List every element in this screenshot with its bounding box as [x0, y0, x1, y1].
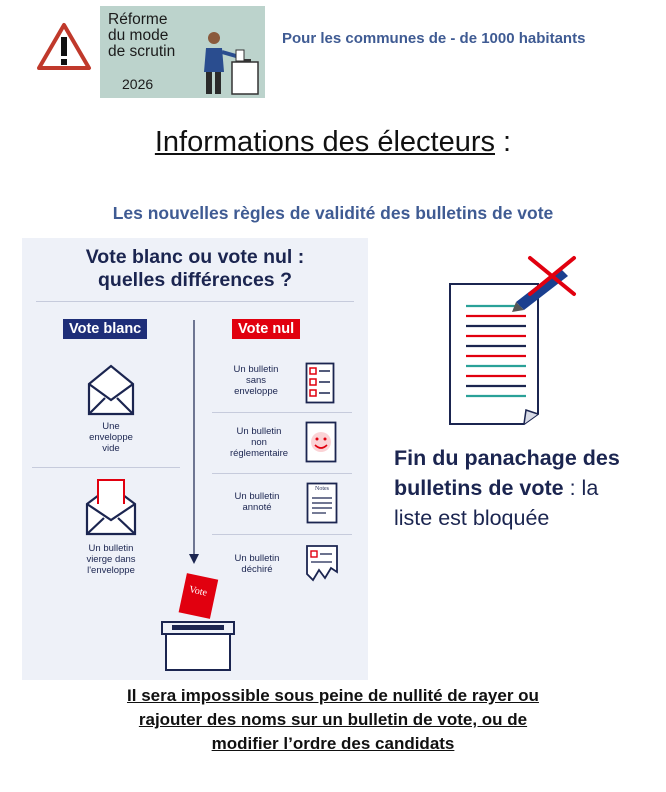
null-item-annotated — [220, 491, 294, 513]
item-text: sans — [245, 375, 267, 386]
item-text: annoté — [242, 502, 272, 513]
null-item-non-regulation — [220, 426, 298, 459]
null-item-no-envelope — [220, 364, 292, 397]
item-text: enveloppe — [234, 386, 278, 397]
divider — [36, 301, 354, 302]
blank-item-empty-envelope — [70, 421, 152, 454]
notes-label: Notes — [315, 486, 329, 492]
warning-line: Il sera impossible sous peine de nullité de rayer ou — [127, 686, 539, 705]
item-text: vide — [102, 443, 120, 454]
divider — [212, 412, 352, 413]
item-text: vierge dans — [86, 554, 136, 565]
smiley-ballot-icon — [305, 421, 337, 463]
page-title-text: Informations des électeurs — [154, 126, 495, 158]
nullity-warning — [0, 684, 666, 756]
infographic-title-line: quelles différences ? — [98, 269, 292, 291]
item-text: Un bulletin — [88, 543, 134, 554]
voter-illustration — [192, 26, 262, 98]
item-text: Un bulletin — [236, 426, 282, 437]
warning-line: rajouter des noms sur un bulletin de vote, ou de — [138, 710, 528, 729]
banner-line: de scrutin — [108, 43, 176, 60]
divider — [212, 534, 352, 535]
banner-line: du mode — [108, 27, 169, 44]
divider — [212, 473, 352, 474]
panachage-statement — [394, 443, 634, 533]
torn-ballot-icon — [305, 544, 339, 584]
subtitle: Pour les communes de - de 1000 habitants — [282, 30, 586, 47]
banner-year: 2026 — [122, 76, 154, 92]
banner-line: Réforme — [108, 11, 168, 28]
warning-icon — [36, 22, 92, 72]
arrow-down-icon — [188, 320, 200, 566]
blank-ballot-envelope-icon — [82, 478, 140, 538]
item-text: Un bulletin — [234, 491, 280, 502]
reform-banner — [100, 6, 265, 98]
item-text: l'enveloppe — [87, 565, 135, 576]
item-text: réglementaire — [229, 448, 289, 459]
panachage-normal: : la liste est bloquée — [394, 476, 599, 530]
divider — [32, 467, 180, 468]
page-title — [0, 126, 666, 159]
vote-infographic — [22, 238, 368, 680]
item-text: Une — [102, 421, 120, 432]
warning-line: modifier l’ordre des candidats — [211, 734, 455, 753]
vote-blanc-label: Vote blanc — [63, 319, 147, 339]
item-text: enveloppe — [89, 432, 133, 443]
item-text: non — [251, 437, 267, 448]
page-title-suffix: : — [495, 126, 512, 158]
ballot-list-icon — [305, 362, 335, 404]
vote-nul-label: Vote nul — [232, 319, 300, 339]
item-text: Un bulletin — [233, 364, 279, 375]
empty-envelope-icon — [85, 362, 137, 418]
rules-heading: Les nouvelles règles de validité des bulletins de vote — [112, 203, 554, 223]
locked-list-document-icon — [442, 248, 582, 428]
infographic-title-line: Vote blanc ou vote nul : — [85, 246, 305, 268]
blank-item-blank-ballot — [68, 543, 154, 576]
panachage-bold: Fin du panachage des bulletins de vote — [394, 446, 620, 500]
infographic-title — [22, 246, 368, 292]
item-text: déchiré — [241, 564, 273, 575]
item-text: Un bulletin — [234, 553, 280, 564]
ballot-vote-word: Vote — [187, 584, 209, 599]
